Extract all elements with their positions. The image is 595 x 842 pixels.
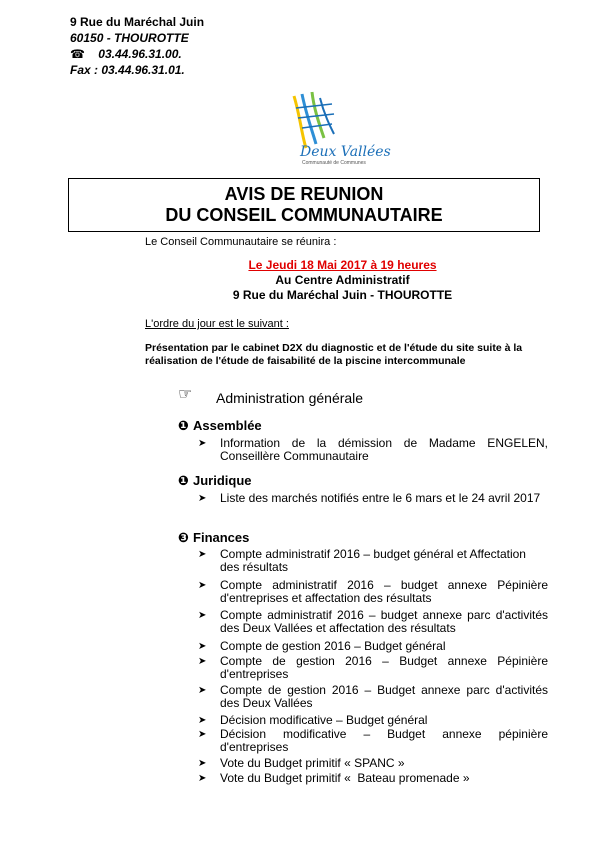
subsection-finances <box>178 530 249 546</box>
list-item: ➤ Compte administratif 2016 – budget annexe Pépinière d'entreprises et affectation des résultats <box>198 578 548 605</box>
arrow-bullet-icon: ➤ <box>198 493 207 504</box>
list-item: ➤ Compte administratif 2016 – budget annexe parc d'activités des Deux Vallées et affectation des résultats <box>198 608 548 635</box>
arrow-bullet-icon: ➤ <box>198 685 207 696</box>
meeting-details <box>145 258 540 303</box>
subsection-assemblee <box>178 418 262 434</box>
arrow-bullet-icon: ➤ <box>198 580 207 591</box>
list-item: ➤ Compte de gestion 2016 – Budget annexe parc d'activités des Deux Vallées <box>198 683 548 710</box>
arrow-bullet-icon: ➤ <box>198 656 207 667</box>
subsection-juridique <box>178 473 252 489</box>
phone-number: 03.44.96.31.00. <box>98 47 182 61</box>
arrow-bullet-icon: ➤ <box>198 641 207 652</box>
presentation-text: Présentation par le cabinet D2X du diagnostic et de l'étude du site suite à la réalisation de l'étude de faisabilité de la piscine intercommunale <box>145 342 523 367</box>
section-title: Administration générale <box>216 390 364 406</box>
arrow-bullet-icon: ➤ <box>198 715 207 726</box>
subsection-title: Assemblée <box>193 418 262 433</box>
list-item: ➤ Compte administratif 2016 – budget général et Affectation des résultats <box>198 547 526 574</box>
city-line: 60150 - THOUROTTE <box>70 31 189 45</box>
arrow-bullet-icon: ➤ <box>198 729 207 740</box>
title-box <box>68 178 540 232</box>
agenda-intro: L'ordre du jour est le suivant : <box>145 318 289 330</box>
fax-line: Fax : 03.44.96.31.01. <box>70 63 185 77</box>
list-item: ➤ Décision modificative – Budget général <box>198 713 428 727</box>
bullet-1-icon: ❶ <box>178 419 190 434</box>
bullet-3-icon: ❸ <box>178 531 190 546</box>
telephone-icon: ☎ <box>70 47 85 61</box>
street-address: 9 Rue du Maréchal Juin <box>70 15 205 29</box>
arrow-bullet-icon: ➤ <box>198 438 207 449</box>
logo-subtitle: Communauté de Communes <box>302 160 366 166</box>
list-item: ➤ Décision modificative – Budget annexe pépinière d'entreprises <box>198 727 548 754</box>
meeting-place: Au Centre Administratif <box>275 273 410 287</box>
logo-wordmark: Deux Vallées <box>300 144 391 160</box>
arrow-bullet-icon: ➤ <box>198 610 207 621</box>
title-line-1: AVIS DE REUNION <box>224 184 384 204</box>
bullet-1-icon: ❶ <box>178 474 190 489</box>
arrow-bullet-icon: ➤ <box>198 758 207 769</box>
phone-line <box>70 46 204 62</box>
meeting-date: Le Jeudi 18 Mai 2017 à 19 heures <box>248 258 437 272</box>
intro-text: Le Conseil Communautaire se réunira : <box>145 236 337 248</box>
list-item: ➤ Vote du Budget primitif « SPANC » <box>198 756 405 770</box>
pointing-hand-icon: ☞ <box>178 386 193 403</box>
arrow-bullet-icon: ➤ <box>198 773 207 784</box>
address-block <box>70 14 204 78</box>
list-item: ➤ Compte de gestion 2016 – Budget général <box>198 639 446 653</box>
meeting-address: 9 Rue du Maréchal Juin - THOUROTTE <box>232 288 453 302</box>
list-item: ➤ Compte de gestion 2016 – Budget annexe Pépinière d'entreprises <box>198 654 548 681</box>
list-item: ➤ Liste des marchés notifiés entre le 6 mars et le 24 avril 2017 <box>198 491 541 505</box>
subsection-title: Finances <box>193 530 250 545</box>
title-line-2: DU CONSEIL COMMUNAUTAIRE <box>165 205 443 225</box>
arrow-bullet-icon: ➤ <box>198 549 207 560</box>
list-item: ➤ Vote du Budget primitif « Bateau promenade » <box>198 771 470 785</box>
list-item: ➤ Information de la démission de Madame ENGELEN, Conseillère Communautaire <box>198 436 548 463</box>
subsection-title: Juridique <box>193 473 252 488</box>
